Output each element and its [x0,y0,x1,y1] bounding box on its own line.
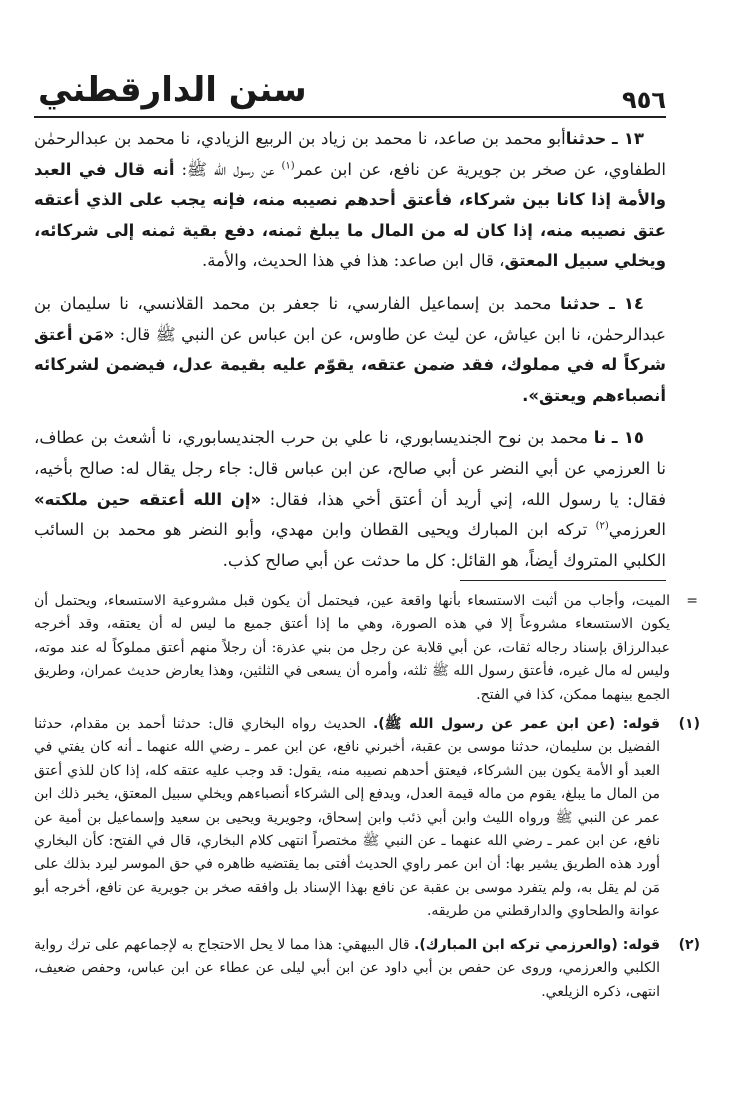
hadith-matn: «مَن أعتق شركاً له في مملوك، فقد ضمن عتقه، يقوّم عليه بقيمة عدل، فيضمن لشركائه أنصباءهم ويعتق». [34,324,666,405]
hadith-keyword: نا [593,428,607,448]
hadith-15 [34,423,666,576]
hadith-text-3: تركه ابن المبارك ويحيى القطان وابن مهدي، وأبو النضر هو محمد بن السائب الكلبي المتروك أيضاً، هو القائل: كل ما حدثت عن أبي صالح كذب. [34,520,666,570]
footnote-1 [34,713,700,924]
footnotes [34,590,700,1004]
footnote-ref-1[interactable]: (١) [281,160,295,172]
hadith-text-2: عن رسول الله ﷺ: [174,159,282,179]
continuation-marker: = [686,593,698,609]
footnote-continuation-text: الميت، وأجاب من أثبت الاستسعاء بأنها واقعة عين، فيحتمل أن يكون قبل مشروعية الاستسعاء، ويحتمل أن يكون الاستسعاء مشروعاً إلا في هذه الصورة، وهي ما إذا أعتق جميع ما ليس له أن يعتقه، وقد أخرجه عبدالرزاق بإسناد رجاله ثقات، عن أبي قلابة عن رجل من بني عذرة: أن رجلاً منهم أعتق مملوكاً له عند موته، وليس له مال غيره، فأعتق رسول الله ﷺ ثلثه، وأمره أن يسعى في الثلثين، وهذا يعارض حديث عمران، وطريق الجمع بينهما ممكن، كذا في الفتح. [34,593,670,703]
hadith-number: ١٥ ـ [611,428,644,448]
footnote-ref-2[interactable]: (٢) [595,520,609,532]
hadith-14 [34,289,666,411]
hadith-text: محمد بن إسماعيل الفارسي، نا جعفر بن محمد القلانسي، نا سليمان بن عبدالرحمٰن، نا ابن عياش، عن ليث عن طاوس، عن ابن عباس عن النبي ﷺ قال: [34,293,666,344]
header-rule [34,116,666,118]
hadith-matn: «إن الله أعتقه حين ملكته» [34,489,262,509]
footnote-keyword: قوله: (عن ابن عمر عن رسول الله ﷺ). [372,716,660,733]
hadith-text-2: العرزمي [608,520,666,540]
hadith-matn: أنه قال في العبد والأمة إذا كانا بين شركاء، فأعتق أحدهم نصيبه منه، فإنه يجب على الذي أعتقه عتق نصيبه منه، إذا كان له من المال ما يبلغ ثمنه، دفع بقية ثمنه إلى شركائه، ويخلي سبيل المعتق [34,159,666,271]
main-text [34,124,666,576]
footnote-keyword: قوله: (والعرزمي تركه ابن المبارك). [414,936,661,953]
footnote-number: (٢) [678,936,700,953]
footnote-continuation [34,590,700,707]
book-title: سنن الدارقطني [38,70,307,110]
footnote-2 [34,934,700,1004]
footnote-text: الحديث رواه البخاري قال: حدثنا أحمد بن مقدام، حدثنا الفضيل بن سليمان، حدثنا موسى بن عقبة، أخبرني نافع، عن ابن عمر ـ رضي الله عنهما ـ أنه كان يفتي في العبد أو الأمة يكون بين الشركاء، فيعتق أحدهم نصيبه منه، يقول: قد وجب عليه عتقه كله، إذا كان للذي أعتق من المال ما يبلغ، يقوم من ماله قيمة العدل، ويدفع إلى الشركاء أنصباءهم ويخلي سبيل المعتق، يخبر ذلك ابن عمر عن النبي ﷺ ورواه الليث وابن أبي ذئب وابن إسحاق، وجويرية ويحيى بن سعيد وإسماعيل بن أمية عن نافع، عن ابن عمر ـ رضي الله عنهما ـ عن النبي ﷺ مختصراً انتهى كلام البخاري، قال في الفتح: كأن البخاري أورد هذه الطريق يشير بها: أن ابن عمر راوي الحديث أفتى بما يقتضيه ظاهره في حق الموسر ليرد بذلك على مَن لم يقل به، ولم يتفرد موسى بن عقبة عن نافع بهذا الإسناد بل وافقه صخر بن جويرية عن نافع، أخرجه أبو عوانة والطحاوي والدارقطني من طريقه. [34,716,660,920]
footnote-separator [460,580,666,581]
footnote-number: (١) [678,716,700,733]
hadith-keyword: حدثنا [559,293,601,313]
footnote-text: قال البيهقي: هذا مما لا يحل الاحتجاج به لإجماعهم على ترك رواية الكلبي والعرزمي، وروى عن حفص بن أبي داود عن ابن أبي ليلى عن عطاء عن ابن عباس، وحفص ضعيف، انتهى، ذكره الزيلعي. [34,936,660,1000]
hadith-text-3: ، قال ابن صاعد: هذا في هذا الحديث، والأمة. [201,251,505,271]
page-number: ٩٥٦ [622,86,666,114]
hadith-text: أبو محمد بن صاعد، نا محمد بن زياد بن الربيع الزيادي، نا محمد بن عبدالرحمٰن الطفاوي، عن صخر بن جويرية عن نافع، عن ابن عمر [34,129,666,179]
hadith-number: ١٣ ـ [612,129,644,148]
hadith-13 [34,124,666,277]
hadith-keyword: حدثنا [565,129,607,148]
hadith-number: ١٤ ـ [609,293,645,313]
hadith-text: محمد بن نوح الجنديسابوري، نا علي بن حرب الجنديسابوري، نا أشعث بن عطاف، نا العرزمي عن أبي النضر عن أبي صالح، عن ابن عباس قال: جاء رجل يقال له: صالح بأخيه، فقال: يا رسول الله، إني أريد أن أعتق أخي هذا، فقال: [34,428,666,509]
